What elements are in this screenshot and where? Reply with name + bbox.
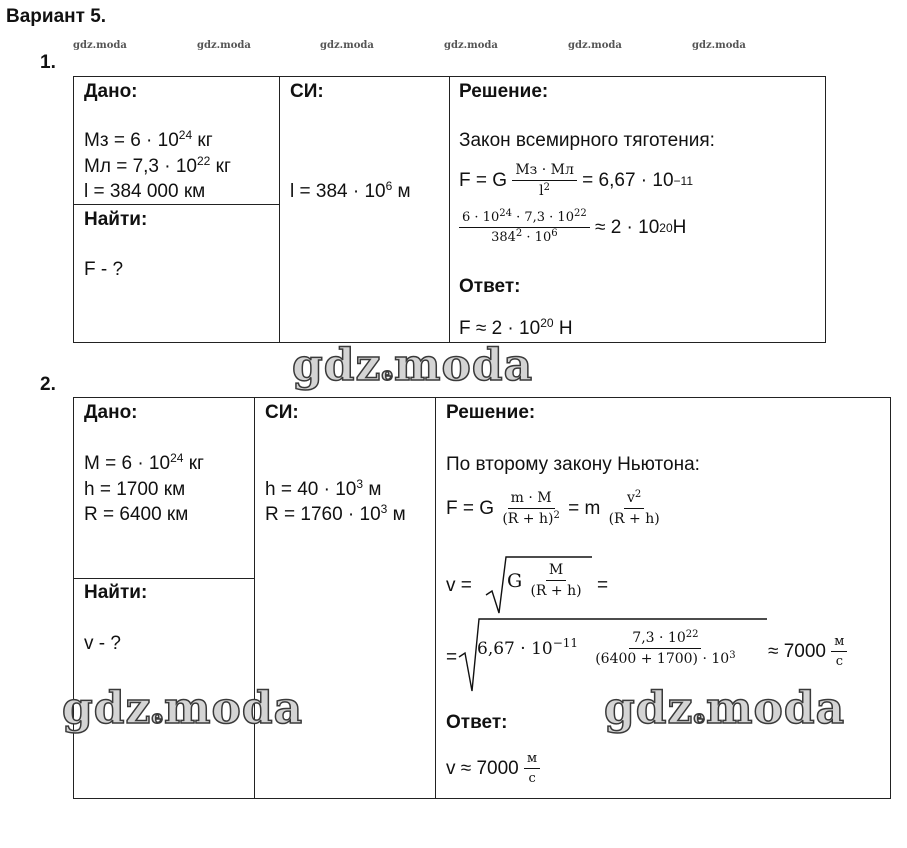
si-value: $l = 384 \cdot 10^6$ м: [290, 179, 411, 202]
si-header: СИ:: [265, 402, 299, 423]
answer-value: v ≈ 7000 $\frac{м}{с}$: [446, 751, 540, 786]
given-header: Дано:: [84, 402, 138, 423]
divider: [449, 76, 450, 343]
velocity-result: ≈ 7000 $\frac{м}{с}$: [768, 634, 847, 669]
answer-header: Ответ:: [459, 276, 521, 297]
law-text: По второму закону Ньютона:: [446, 454, 700, 475]
find-value: v - ?: [84, 633, 121, 654]
watermark-small: gdz.moda: [568, 40, 622, 51]
gravity-formula: F = G $\frac{Mз \cdot Mл}{l^2}$ = 6,67 · 10 −11: [459, 162, 694, 199]
given-line: Mз = $6 \cdot 10^{24}$ кг: [84, 128, 213, 151]
watermark-large: gdzemoda: [604, 683, 846, 734]
equals-sign: =: [597, 575, 609, 596]
si-line: $R = 1760 \cdot 10^3$ м: [265, 502, 406, 525]
solution-header: Решение:: [446, 402, 536, 423]
si-header: СИ:: [290, 81, 324, 102]
law-text: Закон всемирного тяготения:: [459, 130, 715, 151]
task1-number: 1.: [40, 52, 56, 73]
divider: [254, 397, 255, 799]
answer-value: $F \approx 2 \cdot 10^{20}$ Н: [459, 316, 573, 339]
given-line: h = 1700 км: [84, 479, 186, 500]
watermark-small: gdz.moda: [197, 40, 251, 51]
given-line: $M = 6 \cdot 10^{24}$ кг: [84, 451, 204, 474]
find-value: F - ?: [84, 259, 124, 280]
watermark-small: gdz.moda: [692, 40, 746, 51]
answer-header: Ответ:: [446, 712, 508, 733]
solution-header: Решение:: [459, 81, 549, 102]
divider: [435, 397, 436, 799]
watermark-small: gdz.moda: [320, 40, 374, 51]
divider: [73, 204, 280, 205]
newton-formula: F = G $\frac{m \cdot M}{(R + h)^2}$ = m $\frac{v^2}{(R + h)}$: [446, 489, 660, 527]
equals-sign: =: [446, 647, 458, 668]
velocity-radicand: G $\frac{M}{(R + h)}$: [507, 562, 582, 599]
divider: [279, 76, 280, 343]
task2-number: 2.: [40, 374, 56, 395]
si-line: $h = 40 \cdot 10^3$ м: [265, 477, 382, 500]
gravity-calculation: $\frac{6 \cdot 10^{24} \cdot 7,3 \cdot 10^{22}}{384^2 \cdot 10^6}$ ≈ 2 · 10 20 Н: [459, 210, 686, 245]
given-line: R = 6400 км: [84, 504, 189, 525]
watermark-small: gdz.moda: [444, 40, 498, 51]
watermark-small: gdz.moda: [73, 40, 127, 51]
find-header: Найти:: [84, 209, 148, 230]
watermark-large: gdzemoda: [292, 340, 534, 391]
velocity-lhs: v =: [446, 575, 472, 596]
given-line: Mл = $7,3 \cdot 10^{22}$ кг: [84, 154, 231, 177]
given-header: Дано:: [84, 81, 138, 102]
velocity-calculation: $6,67 \cdot 10^{-11}$ $\frac{7,3 \cdot 10^{22}}{(6400 + 1700) \cdot 10^3}$: [477, 629, 736, 667]
find-header: Найти:: [84, 582, 148, 603]
watermark-large: gdzemoda: [62, 683, 304, 734]
given-line: l = 384 000 км: [84, 181, 206, 202]
divider: [73, 578, 255, 579]
page-title: Вариант 5.: [6, 6, 107, 27]
